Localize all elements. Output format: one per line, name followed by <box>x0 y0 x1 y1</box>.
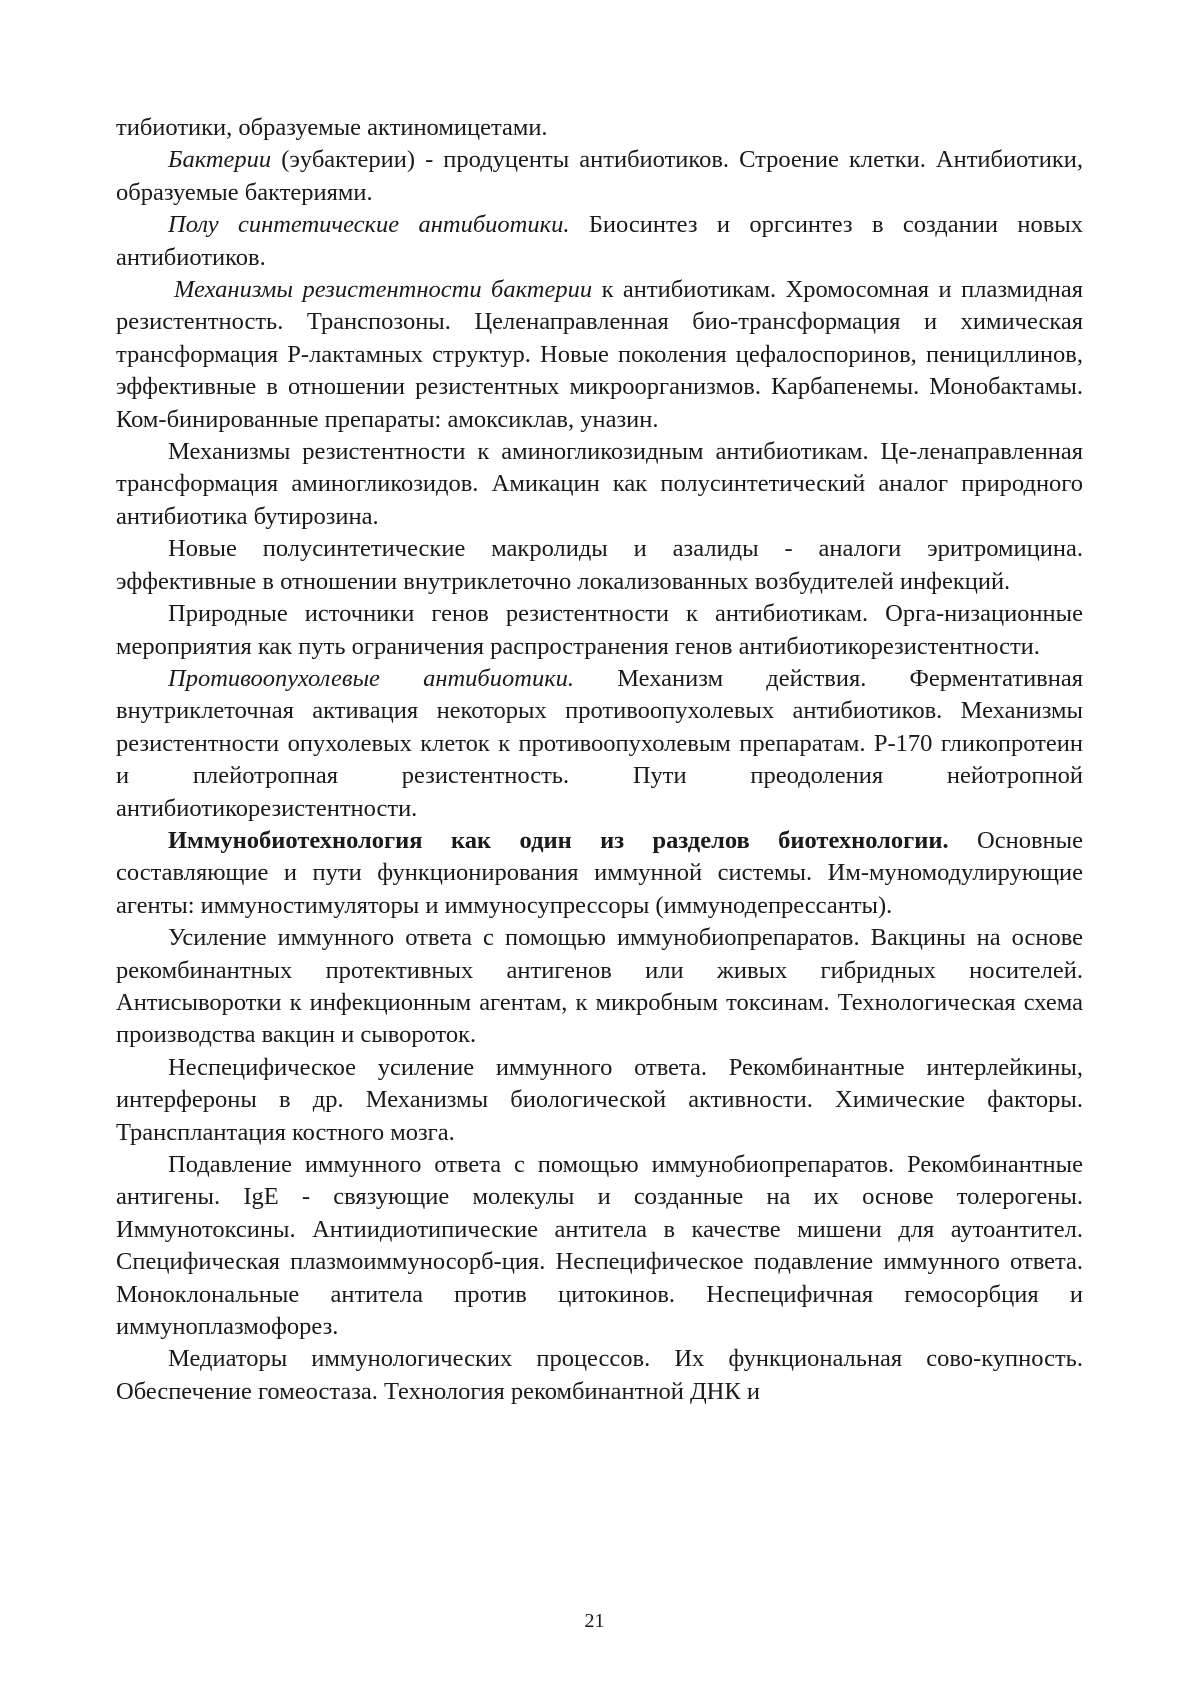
paragraph-heading-bold: Иммунобиотехнология как один из разделов биотехнологии. <box>168 826 949 854</box>
paragraph-text: тибиотики, образуемые актиномицетами. <box>116 114 548 141</box>
paragraph-text: Усиление иммунного ответа с помощью иммунобиопрепаратов. Вакцины на основе рекомбинантных протективных антигенов или живых гибридных носителей. Антисыворотки к инфекционным агентам, к микробным токсинам. Технологическая схема производства вакцин и сывороток. <box>116 924 1083 1049</box>
paragraph-text: Медиаторы иммунологических процессов. Их функциональная сово-купность. Обеспечение гомеостаза. Технология рекомбинантной ДНК и <box>116 1345 1083 1405</box>
paragraph-text: Неспецифическое усиление иммунного ответа. Рекомбинантные интерлейкины, интерфероны в др. Механизмы биологической активности. Химические факторы. Трансплантация костного мозга. <box>116 1053 1083 1146</box>
paragraph <box>116 1343 1083 1408</box>
paragraph-text: Механизмы резистентности к аминогликозидным антибиотикам. Це-ленаправленная трансформация аминогликозидов. Амикацин как полусинтетический аналог природного антибиотика бутирозина. <box>116 438 1083 530</box>
paragraph-text: Новые полусинтетические макролиды и азалиды - аналоги эритромицина. эффективные в отношении внутриклеточно локализованных возбудителей инфекций. <box>116 535 1083 595</box>
paragraph-text: Природные источники генов резистентности к антибиотикам. Орга-низационные мероприятия как путь ограничения распространения генов антибиотикорезистентности. <box>116 600 1083 660</box>
page-number: 21 <box>584 1610 605 1632</box>
paragraph <box>116 1052 1083 1149</box>
paragraph <box>116 144 1083 209</box>
paragraph-heading-italic: Механизмы резистентности бактерии <box>174 276 593 304</box>
paragraph-heading-italic: Бактерии <box>168 146 272 174</box>
paragraph-text: (эубактерии) - продуценты антибиотиков. Строение клетки. Антибиотики, образуемые бактериями. <box>116 146 1083 206</box>
paragraph <box>116 598 1083 663</box>
document-body <box>116 112 1083 1408</box>
paragraph-text: Биосинтез и оргсинтез в создании новых антибиотиков. <box>116 211 1083 271</box>
paragraph <box>116 274 1083 436</box>
paragraph <box>116 436 1083 533</box>
paragraph-heading-italic: Полу синтетические антибиотики. <box>168 211 570 239</box>
paragraph <box>116 209 1083 274</box>
paragraph <box>116 825 1083 922</box>
paragraph <box>116 112 1083 144</box>
paragraph-text: Основные составляющие и пути функционирования иммунной системы. Им-муномодулирующие агенты: иммуностимуляторы и иммуносупрессоры (иммунодепрессанты). <box>116 826 1084 919</box>
paragraph-text: Подавление иммунного ответа с помощью иммунобиопрепаратов. Рекомбинантные антигены. IgE - связующие молекулы и созданные на их основе толерогены. Иммунотоксины. Антиидиотипические антитела в качестве мишени для аутоантител. Специфическая плазмоиммуносорб-ция. Неспецифическое подавление иммунного ответа. Моноклональные антитела против цитокинов. Неспецифичная гемосорбция и иммуноплазмофорез. <box>116 1151 1083 1341</box>
paragraph-text: Механизм действия. Ферментативная внутриклеточная активация некоторых противоопухолевых антибиотиков. Механизмы резистентности опухолевых клеток к противоопухолевым препаратам. Р-170 гликопротеин и плейотропная резистентность. Пути преодоления нейотропной антибиотикорезистентности. <box>116 664 1084 822</box>
paragraph-text: к антибиотикам. Хромосомная и плазмидная резистентность. Транспозоны. Целенаправленная био-трансформация и химическая трансформация Р-лактамных структур. Новые поколения цефалоспоринов, пенициллинов, эффективные в отношении резистентных микроорганизмов. Карбапенемы. Монобактамы. Ком-бинированные препараты: амоксиклав, уназин. <box>116 276 1083 433</box>
paragraph <box>116 663 1083 825</box>
paragraph <box>116 533 1083 598</box>
paragraph <box>116 922 1083 1052</box>
paragraph <box>116 1149 1083 1343</box>
paragraph-heading-italic: Противоопухолевые антибиотики. <box>168 664 575 692</box>
